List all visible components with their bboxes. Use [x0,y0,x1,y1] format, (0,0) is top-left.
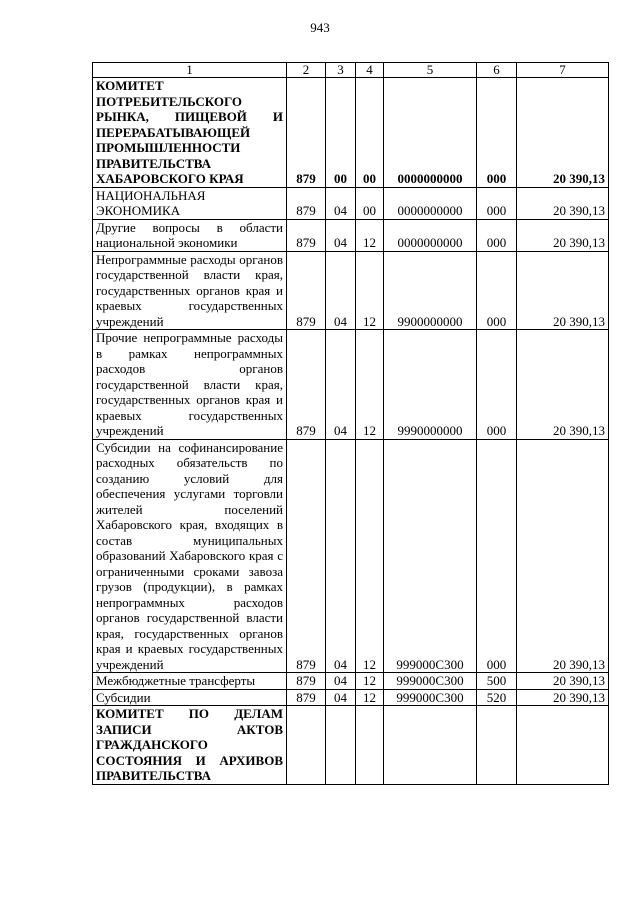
subsection-code: 12 [356,689,384,706]
column-header-row [93,63,609,78]
column-header: 1 [93,63,287,78]
expense-type-code: 000 [477,78,517,188]
row-name: Другие вопросы в области национальной экономики [93,219,287,251]
amount: 20 390,13 [517,330,609,440]
table-row [93,330,609,440]
ministry-code [287,706,326,785]
amount: 20 390,13 [517,219,609,251]
column-header: 3 [326,63,356,78]
expense-type-code: 000 [477,187,517,219]
section-code: 04 [326,673,356,690]
target-article-code: 999000С300 [384,689,477,706]
table-row [93,439,609,673]
section-code: 04 [326,330,356,440]
column-header: 5 [384,63,477,78]
section-code [326,706,356,785]
subsection-code: 12 [356,251,384,330]
expense-type-code: 000 [477,439,517,673]
section-code: 04 [326,219,356,251]
ministry-code: 879 [287,187,326,219]
subsection-code: 12 [356,219,384,251]
subsection-code: 00 [356,187,384,219]
amount: 20 390,13 [517,187,609,219]
ministry-code: 879 [287,219,326,251]
section-code: 04 [326,689,356,706]
subsection-code: 12 [356,330,384,440]
row-name: Межбюджетные трансферты [93,673,287,690]
expense-type-code: 520 [477,689,517,706]
page-number: 943 [310,20,330,35]
expense-type-code: 500 [477,673,517,690]
target-article-code: 0000000000 [384,78,477,188]
target-article-code: 0000000000 [384,219,477,251]
column-header: 2 [287,63,326,78]
expense-type-code [477,706,517,785]
table-row [93,689,609,706]
ministry-code: 879 [287,673,326,690]
amount: 20 390,13 [517,689,609,706]
column-header: 4 [356,63,384,78]
section-code: 04 [326,251,356,330]
section-code: 00 [326,78,356,188]
table-row [93,251,609,330]
expense-type-code: 000 [477,330,517,440]
target-article-code: 999000С300 [384,439,477,673]
row-name: НАЦИОНАЛЬНАЯ ЭКОНОМИКА [93,187,287,219]
ministry-code: 879 [287,251,326,330]
subsection-code: 00 [356,78,384,188]
section-code: 04 [326,187,356,219]
section-code: 04 [326,439,356,673]
ministry-code: 879 [287,439,326,673]
subsection-code: 12 [356,439,384,673]
ministry-code: 879 [287,330,326,440]
target-article-code: 9900000000 [384,251,477,330]
target-article-code [384,706,477,785]
column-header: 6 [477,63,517,78]
table-row [93,187,609,219]
amount: 20 390,13 [517,673,609,690]
expense-type-code: 000 [477,251,517,330]
target-article-code: 0000000000 [384,187,477,219]
ministry-code: 879 [287,78,326,188]
target-article-code: 9990000000 [384,330,477,440]
amount [517,706,609,785]
row-name: Непрограммные расходы органов государственной власти края, государственных органов края и краевых государственных учреждений [93,251,287,330]
column-header: 7 [517,63,609,78]
table-row [93,78,609,188]
amount: 20 390,13 [517,78,609,188]
ministry-code: 879 [287,689,326,706]
amount: 20 390,13 [517,439,609,673]
subsection-code [356,706,384,785]
row-name: Субсидии [93,689,287,706]
row-name: КОМИТЕТ ПО ДЕЛАМ ЗАПИСИ АКТОВ ГРАЖДАНСКОГО СОСТОЯНИЯ И АРХИВОВ ПРАВИТЕЛЬСТВА [93,706,287,785]
row-name: Прочие непрограммные расходы в рамках непрограммных расходов органов государственной власти края, государственных органов края и краевых государственных учреждений [93,330,287,440]
subsection-code: 12 [356,673,384,690]
row-name: КОМИТЕТ ПОТРЕБИТЕЛЬСКОГО РЫНКА, ПИЩЕВОЙ И ПЕРЕРАБАТЫВАЮЩЕЙ ПРОМЫШЛЕННОСТИ ПРАВИТЕЛЬСТВА ХАБАРОВСКОГО КРАЯ [93,78,287,188]
row-name: Субсидии на софинансирование расходных обязательств по созданию условий для обеспечения услугами торговли жителей поселений Хабаровского края, входящих в состав муниципальных образований Хабаровского края с ограниченными сроками завоза грузов (продукции), в рамках непрограммных расходов органов государственной власти края, государственных органов края и краевых государственных учреждений [93,439,287,673]
target-article-code: 999000С300 [384,673,477,690]
amount: 20 390,13 [517,251,609,330]
budget-table [92,62,609,785]
table-row [93,219,609,251]
table-row [93,673,609,690]
table-row [93,706,609,785]
expense-type-code: 000 [477,219,517,251]
